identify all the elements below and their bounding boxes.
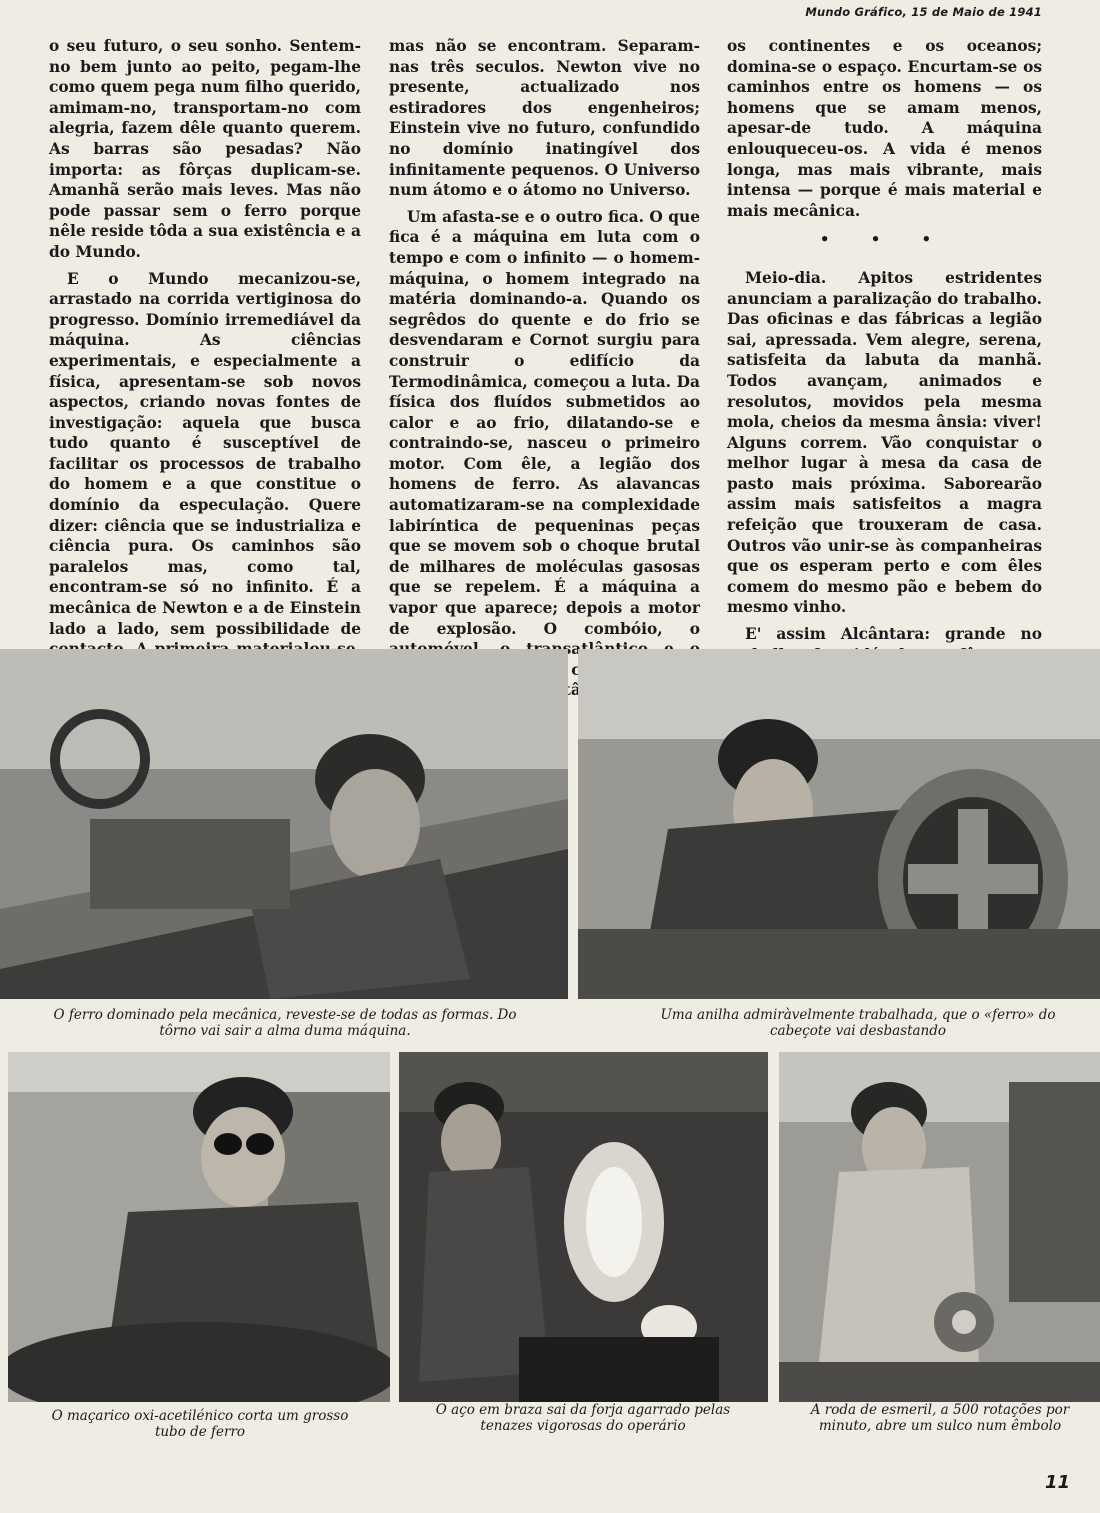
paragraph: mas não se encontram. Separam-nas três seculos. Newton vive no presente, actualizado nos estiradores dos engenheiros; Einstein vive no futuro, confundido no domínio inatingível dos infinitamente pequenos. O Universo num átomo e o átomo no Universo. (389, 37, 700, 200)
photo-forge (399, 1052, 768, 1402)
text-column-2 (389, 36, 700, 728)
text-column-1 (49, 36, 361, 748)
text-column-3 (727, 36, 1042, 733)
photo-lathe-worker (0, 649, 568, 999)
running-header: Mundo Gráfico, 15 de Maio de 1941 (805, 5, 1042, 19)
paragraph: os continentes e os oceanos; domina-se o espaço. Encurtam-se os caminhos entre os homens — os homens que se amam menos, apesar-de tudo. A máquina enlouqueceu-os. A vida é menos longa, mas mais vibrante, mais intensa — porque é mais material e mais mecânica. (727, 37, 1042, 220)
caption-photo-4: O aço em braza sai da forja agarrado pelas tenazes vigorosas do operário (435, 1402, 731, 1434)
photo-welder (8, 1052, 390, 1402)
section-separator: • • • (819, 230, 950, 249)
paragraph: Meio-dia. Apitos estridentes anunciam a paralização do trabalho. Das oficinas e das fábricas a legião sai, apressada. Vem alegre, serena, satisfeita da labuta da manhã. Todos avançam, animados e resolutos, movidos pela mesma mola, cheios da mesma ânsia: viver! Alguns correm. Vão conquistar o melhor lugar à mesa da casa de pasto mais próxima. Saborearão assim mais satisfeitos a magra refeição que trouxeram de casa. Outros vão unir-se às companheiras que os esperam perto e com êles comem do mesmo pão e bebem do mesmo vinho. (727, 268, 1042, 617)
paragraph: Um afasta-se e o outro fica. O que fica é a máquina em luta com o tempo e com o infinito — o homem-máquina, o homem integrado na matéria dominando-a. Quando os segrêdos do quente e do frio se desvendaram e Cornot surgiu para construir o edifício da Termodinâmica, começou a luta. Da física dos fluídos submetidos ao calor e ao frio, dilatando-se e contraindo-se, nasceu o primeiro motor. Com êle, a legião dos homens de ferro. As alavancas automatizaram-se na complexidade labiríntica de pequeninas peças que se movem sob o choque brutal de milhares de moléculas gasosas que se repelem. É a máquina a vapor que aparece; depois a motor de explosão. O combóio, o (389, 207, 700, 638)
caption-photo-2: Uma anilha admiràvelmente trabalhada, que o «ferro» do cabeçote vai desbastando (660, 1007, 1056, 1039)
caption-photo-3: O maçarico oxi-acetilénico corta um grosso tubo de ferro (51, 1408, 349, 1440)
photo-chuck-lathe (578, 649, 1100, 999)
paragraph: E' assim Alcântara: grande no (745, 625, 1042, 644)
photo-grinding-wheel (779, 1052, 1100, 1402)
paragraph: o seu futuro, o seu sonho. Sentem-no bem junto ao peito, pegam-lhe como quem pega num filho querido, amimam-no, transportam-no com alegria, fazem dêle quanto querem. As barras são pesadas? Não importa: as fôrças duplicam-se. Amanhã serão mais leves. Mas não pode passar sem o ferro porque nêle reside tôda a sua existência e a do Mundo. (49, 37, 361, 261)
caption-photo-5: A roda de esmeril, a 500 rotações por minuto, abre um sulco num êmbolo (810, 1402, 1070, 1434)
paragraph: E o Mundo mecanizou-se, arrastado na corrida vertiginosa do progresso. Domínio irremediável da máquina. As ciências experimentais, e especialmente a física, apresentam-se sob novos aspectos, criando novas fontes de investigação: aquela que busca tudo quanto é susceptível de facilitar os processos de trabalho do homem e a que constitue o domínio da especulação. Quere dizer: ciência que se industrializa e ciência pura. Os caminhos são paralelos mas, como tal, encontram-se só no infinito. É a mecânica de Newton e a de Einstein lado a lado, sem possibilidade de (49, 269, 361, 638)
caption-photo-1: O ferro dominado pela mecânica, reveste-se de todas as formas. Do tôrno vai sair a alma duma máquina. (53, 1007, 517, 1039)
page-number: 11 (1044, 1472, 1070, 1493)
